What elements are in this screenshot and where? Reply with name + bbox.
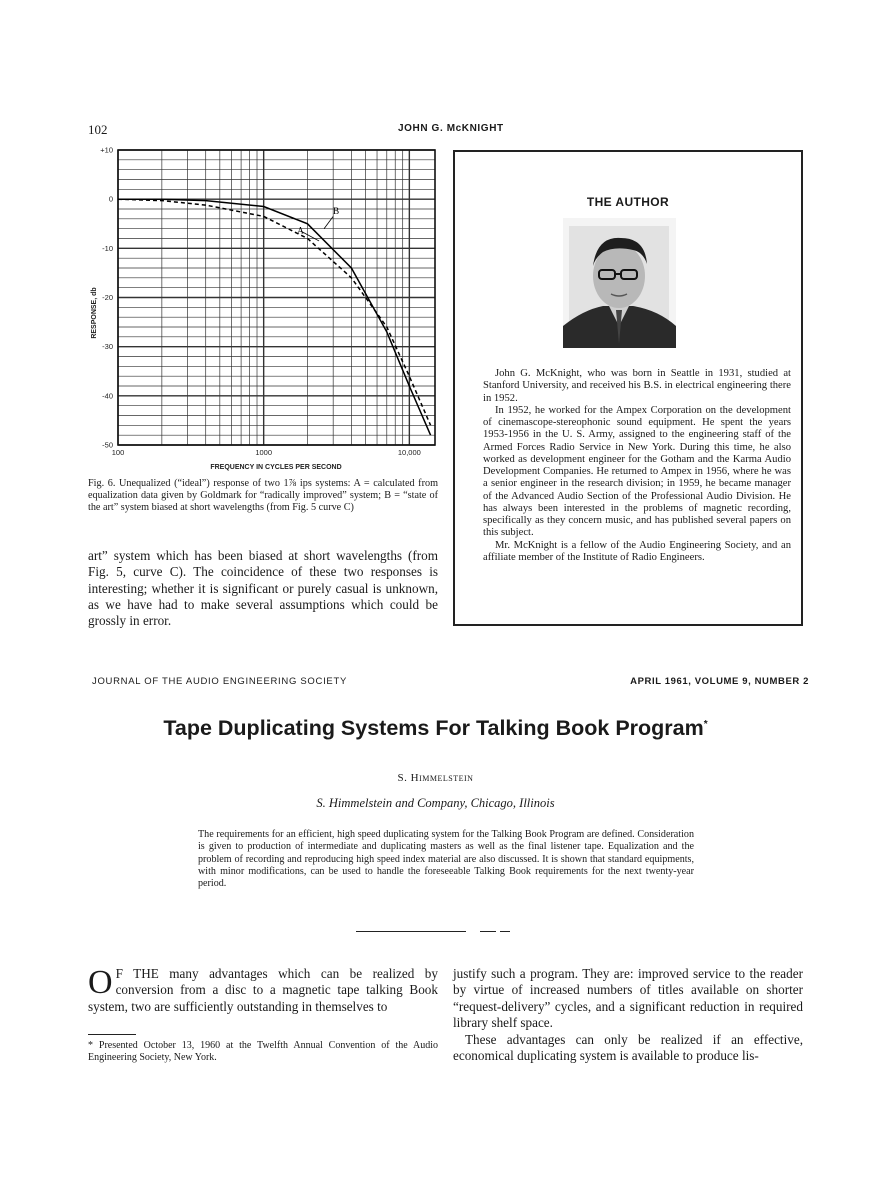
y-tick-label: -40 [102, 391, 113, 401]
chart-grid [118, 150, 435, 445]
footnote-rule [88, 1034, 136, 1035]
article-author-name: S. Himmelstein [397, 772, 474, 784]
y-tick-label: +10 [100, 145, 113, 155]
body-column-left [88, 966, 438, 1015]
author-box [453, 150, 803, 626]
chart-ticks [100, 146, 421, 458]
author-bio [483, 368, 791, 564]
bio-paragraph: John G. McKnight, who was born in Seattle in 1931, studied at Stanford University, and received his B.S. in electrical engineering there in 1952. [483, 368, 791, 404]
body-paragraph: These advantages can only be realized if an effective, economical duplicating system is available to produce lis- [453, 1031, 803, 1064]
figure-caption: Fig. 6. Unequalized (“ideal”) response of two 1⅞ ips systems: A = calculated from equalization data given by Goldmark for “radically improved” system; B = “state of the art” system biased at short wavelengths (from Fig. 5 curve C) [88, 478, 438, 514]
x-tick-label: 1000 [255, 448, 273, 457]
y-tick-label: -50 [102, 440, 113, 450]
issue-info: APRIL 1961, VOLUME 9, NUMBER 2 [630, 676, 809, 687]
x-axis-label: FREQUENCY IN CYCLES PER SECOND [210, 464, 342, 471]
curve-label-a: A [297, 225, 304, 236]
y-tick-label: -30 [102, 342, 113, 352]
body-column-right [453, 966, 803, 1064]
label-leader-b [324, 216, 333, 228]
footnote: * Presented October 13, 1960 at the Twelfth Annual Convention of the Audio Engineering Society, New York. [88, 1040, 438, 1064]
author-box-heading: THE AUTHOR [586, 195, 670, 209]
article-author [0, 772, 871, 784]
separator-rule [480, 931, 496, 932]
figure-6-chart [80, 145, 450, 475]
body-paragraph: justify such a program. They are: improved service to the reader by virtue of increased numbers of titles available on shorter “request-delivery” cycles, and a significant reduction in required library shelf space. [453, 966, 803, 1031]
drop-cap: O [88, 964, 113, 1001]
y-tick-label: 0 [108, 194, 113, 204]
series-line-a [118, 199, 431, 425]
y-tick-label: -10 [102, 243, 113, 253]
title-footnote-mark: * [703, 718, 708, 730]
curve-label-b: B [333, 205, 340, 216]
article-title-text: Tape Duplicating Systems For Talking Book Program [163, 716, 704, 740]
x-tick-label: 10,000 [397, 448, 421, 457]
article-abstract: The requirements for an efficient, high speed duplicating system for the Talking Book Program are defined. Consideration is given to production of intermediate and duplicating masters as well as the final listener tape. Equalization and the problem of recording and reproducing high speed index material are also discussed. It is shown that standard equipments, with minor modifications, can be used to handle the foreseeable Talking Book requirements for the next twenty-year period. [198, 829, 694, 890]
article-title [0, 716, 871, 741]
body-text: many advantages which can be realized by conversion from a disc to a magnetic tape talking Book system, two are sufficiently outstanding in themselves to [88, 966, 438, 1014]
bio-paragraph: In 1952, he worked for the Ampex Corporation on the development of cinemascope-stereophonic sound equipment. He spent the years 1953-1956 in the U. S. Army, assigned to the engineering staff of the Armed Forces Radio Service in New York. During this time, he also worked as development engineer for the Gotham and the Karma Audio Development Companies. He returned to Ampex in 1956, where he was a senior engineer in the research division; in 1959, he became manager of the Advanced Audio Section of the Professional Audio Division. He has always been interested in the problems of magnetic recording, specifically as they concern music, and has published several papers on this subject. [483, 404, 791, 539]
y-axis-label: RESPONSE, db [91, 287, 98, 339]
opening-smallcaps: F THE [115, 966, 159, 981]
y-tick-label: -20 [102, 293, 113, 302]
page-number: 102 [88, 122, 108, 137]
separator-rule [500, 931, 510, 932]
article-affiliation: S. Himmelstein and Company, Chicago, Illinois [316, 796, 555, 810]
x-tick-label: 100 [111, 448, 125, 457]
bio-paragraph: Mr. McKnight is a fellow of the Audio Engineering Society, and an affiliate member of the Institute of Radio Engineers. [483, 539, 791, 563]
continuation-paragraph: art” system which has been biased at short wavelengths (from Fig. 5, curve C). The coincidence of these two responses is interesting; whether it is significant or purely casual is unknown, as we have had to make several assumptions which could be grossly in error. [88, 548, 438, 629]
separator-rule [356, 931, 466, 932]
running-head: JOHN G. McKNIGHT [398, 123, 504, 134]
author-portrait [563, 218, 676, 348]
journal-name: JOURNAL OF THE AUDIO ENGINEERING SOCIETY [92, 676, 347, 687]
